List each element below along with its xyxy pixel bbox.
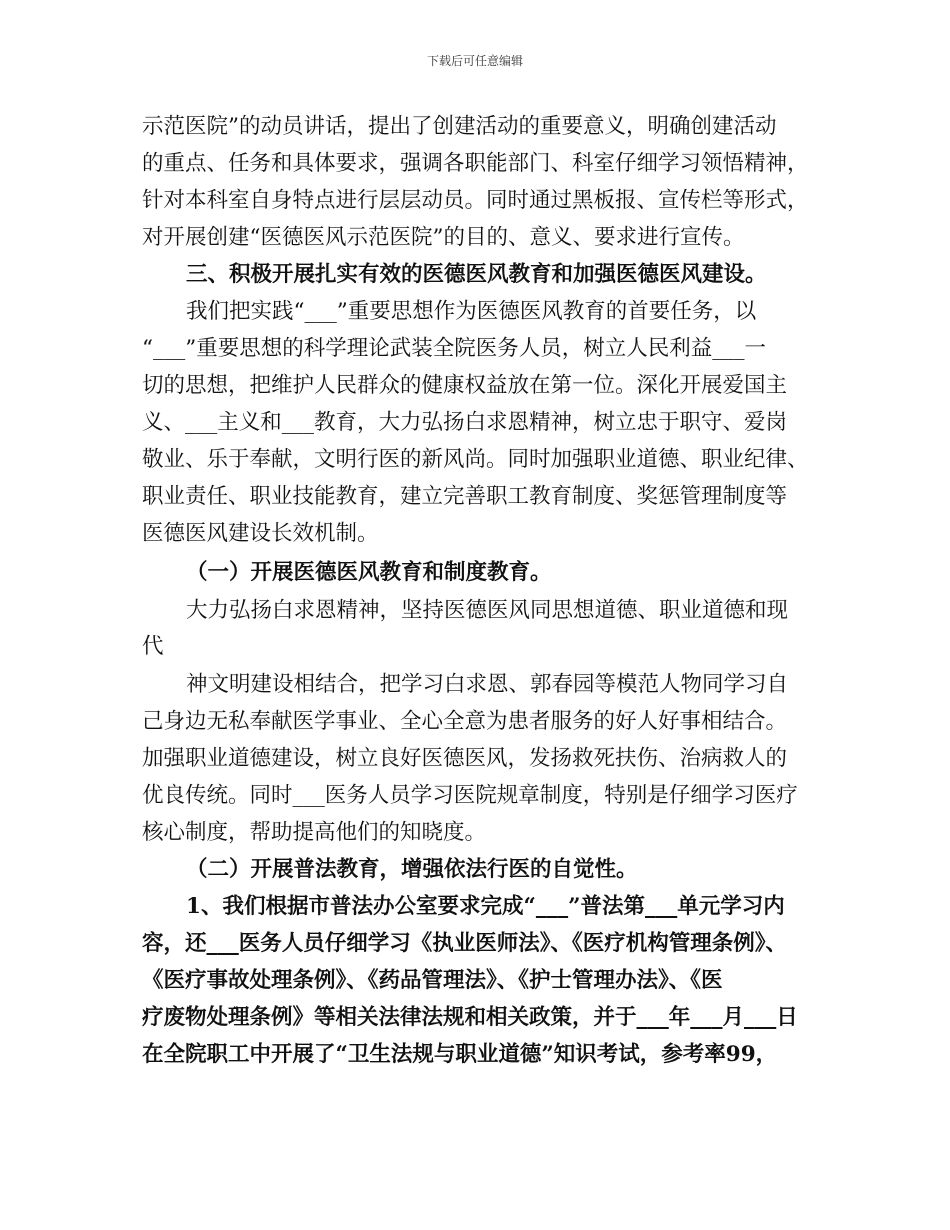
subsection-heading: （二）开展普法教育，增强依法行医的自觉性。 (186, 857, 638, 882)
body-line: 敬业、乐于奉献，文明行医的新风尚。同时加强职业道德、职业纪律、 (142, 447, 809, 472)
body-line-bold: 疗废物处理条例》等相关法律法规和相关政策，并于___年___月___日 (142, 1005, 798, 1030)
body-line-bold: 容，还___医务人员仔细学习《执业医师法》、《医疗机构管理条例》、 (142, 931, 788, 956)
body-line-bold: 《医疗事故处理条例》、《药品管理法》、《护士管理办法》、《医 (142, 968, 723, 993)
body-line: 大力弘扬白求恩精神，坚持医德医风同思想道德、职业道德和现 (186, 598, 789, 623)
body-line: 示范医院”的动员讲话，提出了创建活动的重要意义，明确创建活动 (142, 114, 777, 139)
body-line: 医德医风建设长效机制。 (142, 521, 379, 546)
subsection-heading: （一）开展医德医风教育和制度教育。 (186, 560, 552, 585)
body-line: 义、___主义和___教育，大力弘扬白求恩精神，树立忠于职守、爱岗 (142, 410, 788, 435)
body-line: 对开展创建“医德医风示范医院”的目的、意义、要求进行宣传。 (142, 225, 745, 250)
section-heading: 三、积极开展扎实有效的医德医风教育和加强医德医风建设。 (186, 262, 767, 287)
body-line: 优良传统。同时___医务人员学习医院规章制度，特别是仔细学习医疗 (142, 783, 798, 808)
body-line: 针对本科室自身特点进行层层动员。同时通过黑板报、宣传栏等形式， (142, 188, 809, 213)
page-header: 下载后可任意编辑 (426, 54, 523, 68)
body-line-bold: 1、我们根据市普法办公室要求完成“___”普法第___单元学习内 (186, 894, 785, 919)
body-line: 核心制度，帮助提高他们的知晓度。 (142, 820, 487, 845)
body-line: “___”重要思想的科学理论武装全院医务人员，树立人民利益___一 (142, 336, 766, 361)
body-line: 神文明建设相结合，把学习白求恩、郭春园等模范人物同学习自 (186, 672, 789, 697)
body-line: 加强职业道德建设，树立良好医德医风，发扬救死扶伤、治病救人的 (142, 746, 788, 771)
body-line: 代 (142, 634, 164, 659)
body-line-bold: 在全院职工中开展了“卫生法规与职业道德”知识考试，参考率99， (142, 1042, 778, 1067)
body-line: 我们把实践“___”重要思想作为医德医风教育的首要任务，以 (186, 299, 757, 324)
body-line: 的重点、任务和具体要求，强调各职能部门、科室仔细学习领悟精神， (142, 151, 809, 176)
body-line: 职业责任、职业技能教育，建立完善职工教育制度、奖惩管理制度等 (142, 484, 788, 509)
body-line: 切的思想，把维护人民群众的健康权益放在第一位。深化开展爱国主 (142, 373, 788, 398)
body-line: 己身边无私奉献医学事业、全心全意为患者服务的好人好事相结合。 (142, 709, 788, 734)
